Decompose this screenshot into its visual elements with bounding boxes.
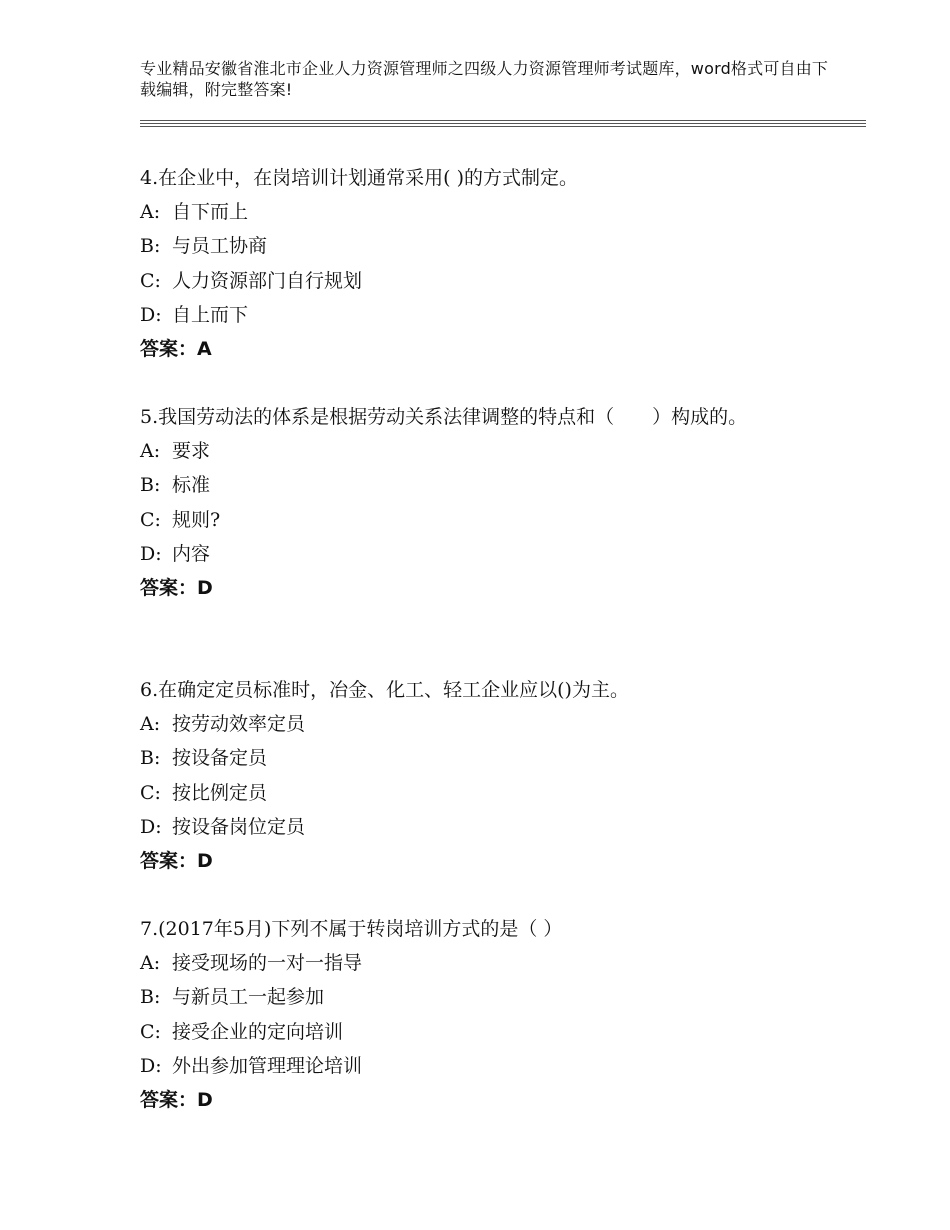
option-key: C: xyxy=(140,269,161,292)
option-c xyxy=(140,776,810,810)
option-d xyxy=(140,810,810,844)
option-text: 接受现场的一对一指导 xyxy=(172,952,363,974)
option-text: 要求 xyxy=(172,440,211,462)
option-text: 与员工协商 xyxy=(172,235,268,258)
option-key: A: xyxy=(140,952,161,974)
option-key: D: xyxy=(140,542,162,565)
option-key: A: xyxy=(140,201,161,223)
answer-label: 答案：D xyxy=(140,577,213,600)
option-b xyxy=(140,980,810,1014)
option-c xyxy=(140,503,810,537)
option-a xyxy=(140,434,810,468)
option-d xyxy=(140,1049,810,1083)
option-text: 按比例定员 xyxy=(172,781,268,804)
option-b xyxy=(140,468,810,502)
question-stem: 7.(2017年5月)下列不属于转岗培训方式的是（ ） xyxy=(140,918,563,940)
option-text: 按设备定员 xyxy=(172,747,268,770)
option-text: 规则? xyxy=(172,508,221,531)
option-key: A: xyxy=(140,440,161,462)
option-b xyxy=(140,229,810,263)
question-block xyxy=(140,400,810,605)
answer-label: 答案：D xyxy=(140,850,213,873)
option-key: C: xyxy=(140,508,161,531)
header-title: 专业精品安徽省淮北市企业人力资源管理师之四级人力资源管理师考试题库，word格式可自由下载编辑，附完整答案! xyxy=(140,59,829,99)
option-key: B: xyxy=(140,474,161,497)
document-header xyxy=(140,58,830,100)
option-key: B: xyxy=(140,235,161,258)
question-block xyxy=(140,673,810,878)
question-stem: 6.在确定定员标准时，冶金、化工、轻工企业应以()为主。 xyxy=(140,679,629,701)
option-text: 外出参加管理理论培训 xyxy=(172,1054,363,1077)
option-key: B: xyxy=(140,986,161,1009)
option-a xyxy=(140,946,810,980)
question-block xyxy=(140,161,810,366)
header-divider xyxy=(140,120,866,121)
option-key: C: xyxy=(140,1020,161,1043)
option-key: D: xyxy=(140,1054,162,1077)
option-d xyxy=(140,537,810,571)
option-text: 自上而下 xyxy=(172,303,249,326)
option-c xyxy=(140,264,810,298)
option-key: A: xyxy=(140,713,161,735)
option-text: 标准 xyxy=(172,474,211,497)
option-text: 与新员工一起参加 xyxy=(172,986,325,1009)
header-divider xyxy=(140,126,866,127)
option-key: D: xyxy=(140,815,162,838)
option-c xyxy=(140,1015,810,1049)
option-b xyxy=(140,741,810,775)
option-d xyxy=(140,298,810,332)
answer-label: 答案：D xyxy=(140,1089,213,1112)
answer-label: 答案：A xyxy=(140,338,212,361)
option-text: 按设备岗位定员 xyxy=(172,815,306,838)
question-stem: 5.我国劳动法的体系是根据劳动关系法律调整的特点和（ ）构成的。 xyxy=(140,406,748,428)
option-text: 内容 xyxy=(172,542,211,565)
option-key: C: xyxy=(140,781,161,804)
option-a xyxy=(140,195,810,229)
option-text: 自下而上 xyxy=(172,201,249,223)
question-block xyxy=(140,912,810,1117)
option-text: 接受企业的定向培训 xyxy=(172,1020,344,1043)
header-divider xyxy=(140,123,866,124)
option-key: D: xyxy=(140,303,162,326)
question-stem: 4.在企业中，在岗培训计划通常采用( )的方式制定。 xyxy=(140,167,578,189)
option-text: 人力资源部门自行规划 xyxy=(172,269,363,292)
option-key: B: xyxy=(140,747,161,770)
option-a xyxy=(140,707,810,741)
option-text: 按劳动效率定员 xyxy=(172,713,306,735)
